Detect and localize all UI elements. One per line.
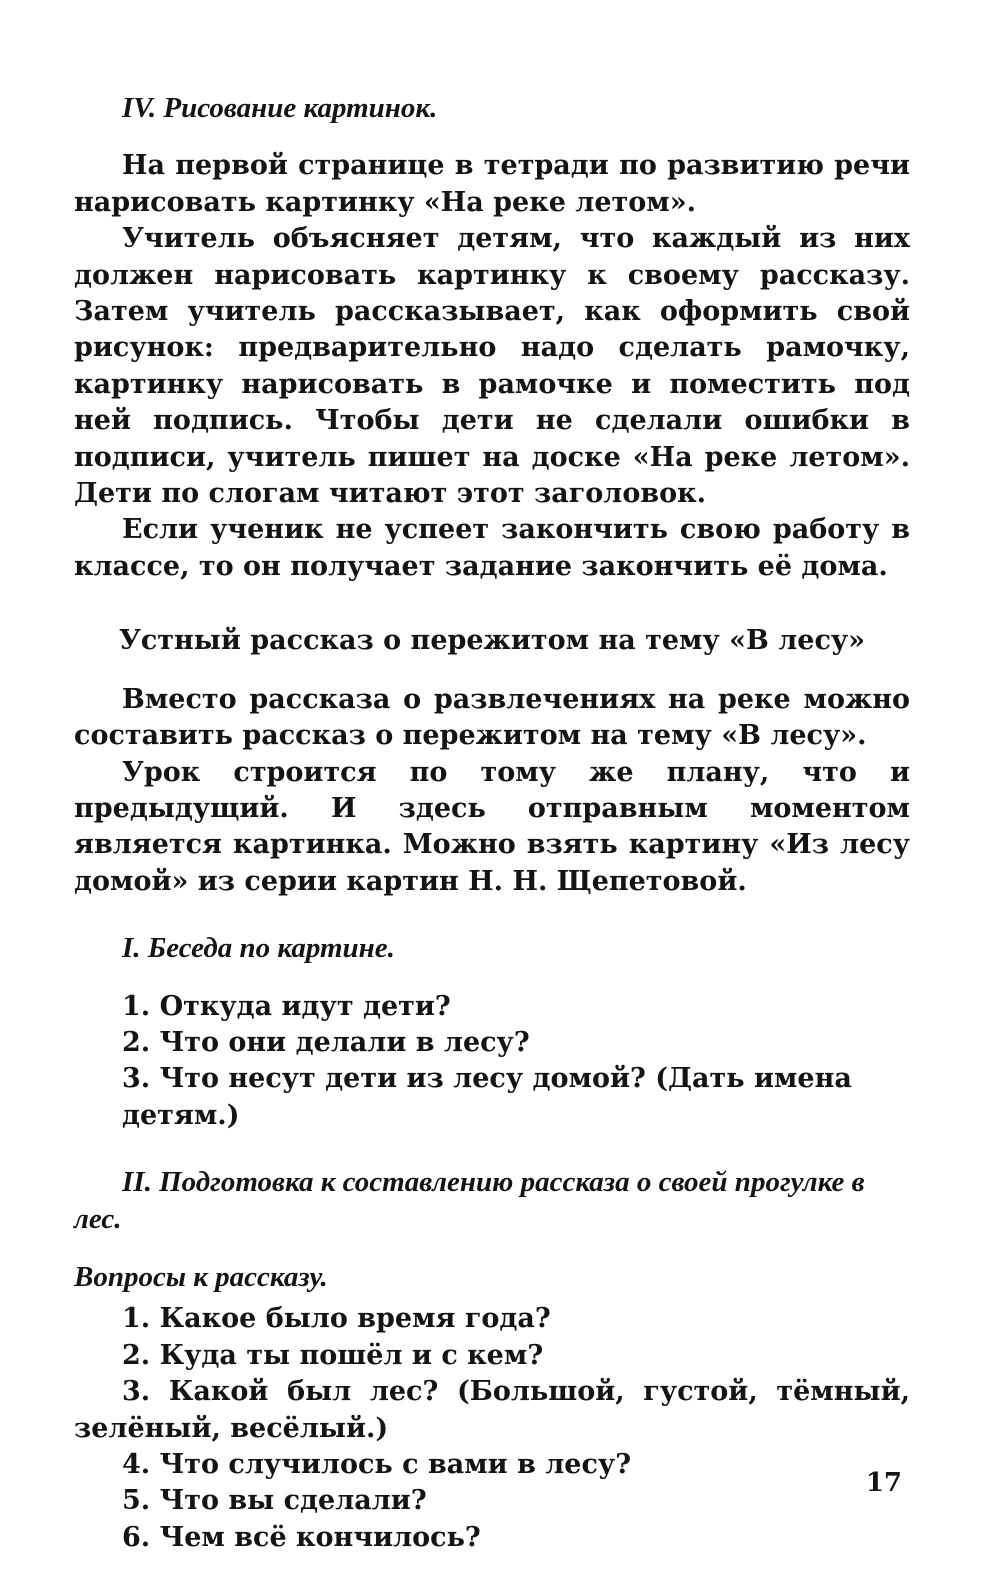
page-content xyxy=(74,82,910,1556)
section-ii-question: 6. Чем всё кончилось? xyxy=(122,1521,481,1553)
section-ii-question: 3. Какой был лес? (Большой, густой, тёмный, зелёный, весёлый.) xyxy=(74,1376,910,1444)
section-ii-question: 5. Что вы сделали? xyxy=(122,1485,427,1517)
section-i-question: 2. Что они делали в лесу? xyxy=(122,1026,530,1058)
section-i-question: 1. Откуда идут дети? xyxy=(122,990,451,1022)
section-ii-question: 4. Что случилось с вами в лесу? xyxy=(122,1449,632,1480)
forest-paragraph-1: Вместо рассказа о развлечениях на реке можно составить рассказ о пережитом на тему «В лесу». xyxy=(74,683,910,752)
section-ii-subheading: Вопросы к рассказу. xyxy=(74,1260,328,1293)
forest-section-title: Устный рассказ о пережитом на тему «В лесу» xyxy=(118,625,866,657)
page-number: 17 xyxy=(865,1468,902,1498)
section-ii-question: 1. Какое было время года? xyxy=(122,1303,551,1335)
section-i-question: 3. Что несут дети из лесу домой? (Дать имена детям.) xyxy=(122,1063,852,1131)
section-iv-paragraph-1: На первой странице в тетради по развитию речи нарисовать картинку «На реке летом». xyxy=(74,150,910,218)
section-ii-question: 2. Куда ты пошёл и с кем? xyxy=(122,1339,544,1371)
section-iv-paragraph-2: Учитель объясняет детям, что каждый из них должен нарисовать картинку к своему рассказу. Затем учитель рассказывает, как оформить свой рисунок: предварительно надо сделать рамочку, картинку нарисовать в рамочке и поместить под ней подпись. Чтобы дети не сделали ошибки в подписи, учитель пишет на доске «На реке летом». Дети по слогам читают этот заголовок. xyxy=(74,223,910,510)
section-iv-heading: IV. Рисование картинок. xyxy=(122,92,438,124)
section-iv-paragraph-3: Если ученик не успеет закончить свою работу в классе, то он получает задание закончить её дома. xyxy=(74,514,910,582)
section-ii-heading: II. Подготовка к составлению рассказа о своей прогулке в лес. xyxy=(74,1166,865,1235)
section-i-heading: I. Беседа по картине. xyxy=(122,932,395,965)
forest-paragraph-2: Урок строится по тому же плану, что и предыдущий. И здесь отправным моментом является картинка. Можно взять картину «Из лесу домой» из серии картин Н. Н. Щепетовой. xyxy=(74,756,910,897)
